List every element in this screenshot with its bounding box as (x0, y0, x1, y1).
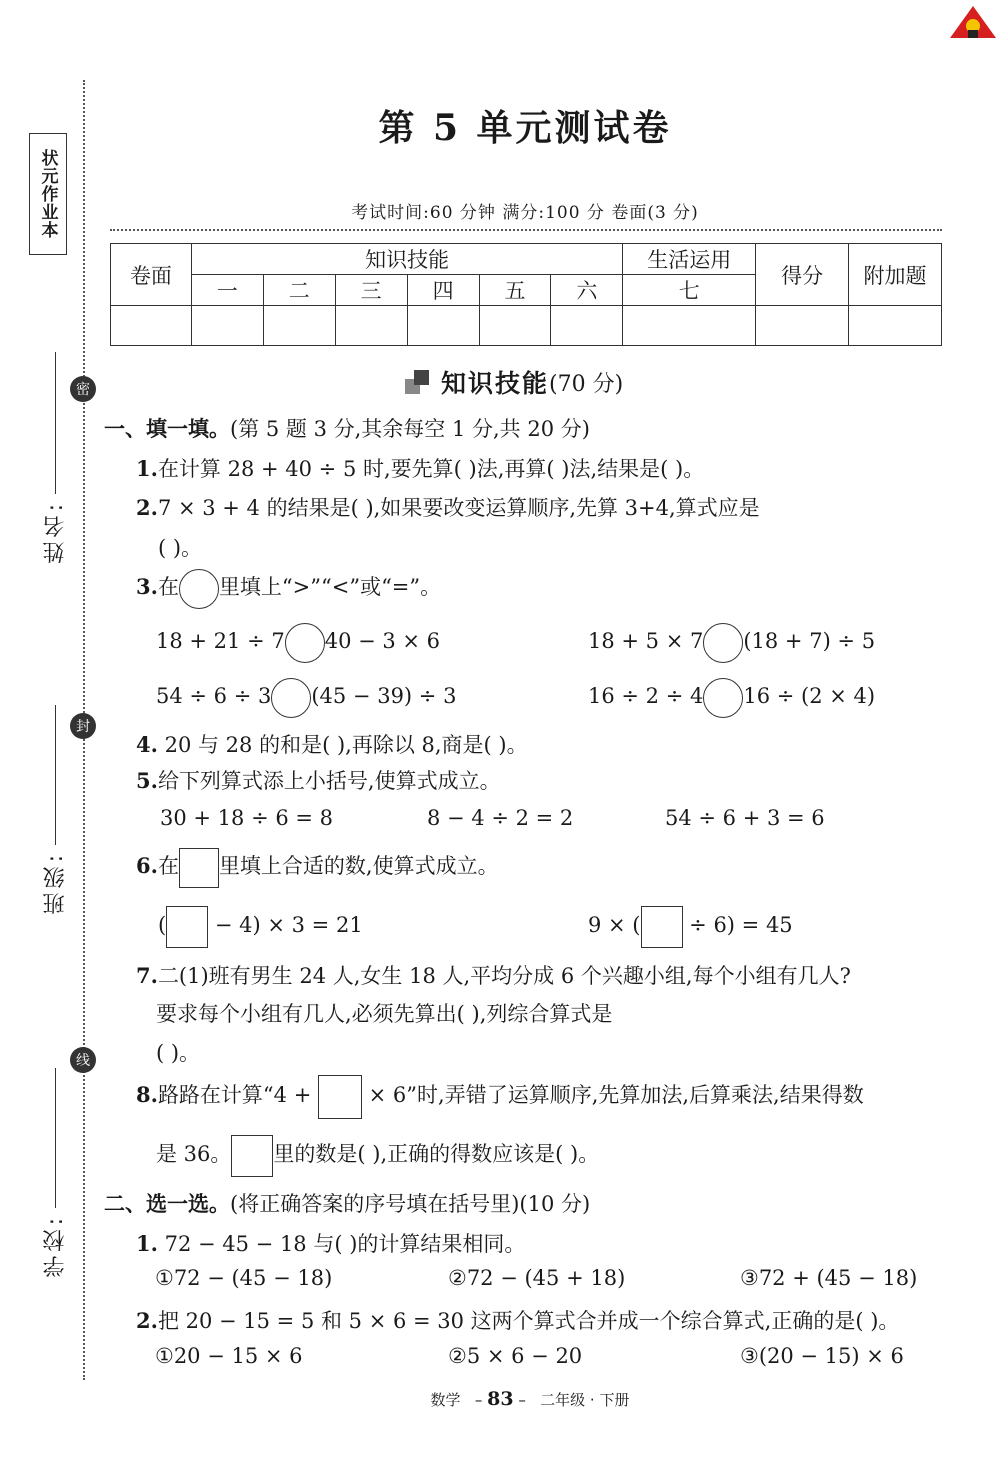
th-col-5: 五 (479, 275, 551, 306)
th-fujia: 附加题 (849, 244, 942, 306)
paren-expr-1: 30 + 18 ÷ 6 = 8 (160, 806, 334, 830)
score-cell[interactable] (335, 306, 407, 346)
q-number: 5. (136, 768, 158, 793)
score-cell[interactable] (756, 306, 849, 346)
section-squares-icon (405, 369, 431, 395)
school-line (55, 1068, 56, 1208)
q-text: 在 (157, 854, 179, 878)
part1-note: (第 5 题 3 分,其余每空 1 分,共 20 分) (230, 417, 590, 441)
score-cell[interactable] (111, 306, 192, 346)
page-number: 83 (487, 1388, 514, 1410)
q-text: 在 (157, 575, 179, 599)
expr: 18 + 21 ÷ 7 (156, 629, 285, 653)
seal-xian: 线 (70, 1047, 96, 1073)
option-1c: ③72 + (45 − 18) (740, 1266, 918, 1290)
section-header (405, 364, 623, 400)
q1-2-cont: ( )。 (158, 536, 203, 560)
score-table (110, 243, 942, 346)
compare-circle[interactable] (285, 623, 325, 663)
q-text: 72 − 45 − 18 与( )的计算结果相同。 (157, 1232, 526, 1256)
part1-title: 一、填一填。 (104, 417, 230, 441)
th-zhishi: 知识技能 (191, 244, 622, 275)
q-text: 20 与 28 的和是( ),再除以 8,商是( )。 (157, 733, 528, 757)
exam-info: 考试时间:60 分钟 满分:100 分 卷面(3 分) (351, 203, 699, 223)
seal-feng: 封 (70, 713, 96, 739)
part2-title: 二、选一选。 (104, 1192, 230, 1216)
fill-expr-1 (158, 904, 363, 948)
q-text: 里填上“>”“<”或“=”。 (218, 575, 442, 599)
q-text: 把 20 − 15 = 5 和 5 × 6 = 30 这两个算式合并成一个综合算式,正确的是( )。 (157, 1309, 900, 1333)
expr: 40 − 3 × 6 (324, 629, 441, 653)
q-number: 2. (136, 495, 158, 520)
compare-circle[interactable] (703, 623, 743, 663)
q-number: 6. (136, 853, 158, 878)
fill-box[interactable] (166, 906, 208, 948)
class-label: 班级: (42, 851, 68, 915)
q1-8-line2 (156, 1133, 599, 1177)
q1-7-line3: ( )。 (156, 1041, 201, 1065)
q-text: 二(1)班有男生 24 人,女生 18 人,平均分成 6 个兴趣小组,每个小组有几人? (157, 964, 851, 988)
part2-note: (将正确答案的序号填在括号里)(10 分) (230, 1192, 591, 1216)
q1-7 (136, 960, 851, 990)
fill-box[interactable] (641, 906, 683, 948)
name-line (55, 352, 56, 494)
th-shenghuo: 生活运用 (623, 244, 756, 275)
th-col-7: 七 (623, 275, 756, 306)
compare-circle[interactable] (703, 678, 743, 718)
score-cell[interactable] (479, 306, 551, 346)
class-line (55, 705, 56, 845)
compare-circle[interactable] (271, 678, 311, 718)
compare-circle[interactable] (179, 569, 219, 609)
paren-expr-2: 8 − 4 ÷ 2 = 2 (427, 806, 574, 830)
brand-label: 状元作业本 (29, 133, 67, 255)
expr: (18 + 7) ÷ 5 (743, 629, 876, 653)
q-number: 2. (136, 1308, 158, 1333)
score-cell[interactable] (191, 306, 263, 346)
fill-box[interactable] (318, 1075, 362, 1119)
fill-box[interactable] (231, 1135, 273, 1177)
expr: − 4) × 3 = 21 (208, 913, 363, 937)
th-col-1: 一 (191, 275, 263, 306)
th-defen: 得分 (756, 244, 849, 306)
compare-row-2b (588, 675, 875, 718)
fill-expr-2 (588, 904, 793, 948)
publisher-logo-icon (946, 4, 1000, 48)
expr: ÷ 6) = 45 (682, 913, 793, 937)
section-title: 知识技能 (441, 369, 550, 398)
school-field[interactable] (24, 1068, 86, 1277)
option-1a: ①72 − (45 − 18) (155, 1266, 333, 1290)
name-field[interactable] (24, 352, 86, 563)
expr: 16 ÷ (2 × 4) (743, 684, 876, 708)
score-cell[interactable] (849, 306, 942, 346)
expr: 16 ÷ 2 ÷ 4 (588, 684, 704, 708)
q1-4 (136, 729, 528, 759)
expr: 18 + 5 × 7 (588, 629, 704, 653)
expr: 54 ÷ 6 ÷ 3 (156, 684, 272, 708)
part1-heading (104, 413, 590, 443)
expr: ( (158, 913, 167, 937)
th-col-3: 三 (335, 275, 407, 306)
q1-3 (136, 566, 441, 609)
q-number: 8. (136, 1082, 158, 1107)
q1-6 (136, 845, 499, 888)
compare-row-1b (588, 620, 875, 663)
q-text: × 6”时,弄错了运算顺序,先算加法,后算乘法,结果得数 (361, 1083, 864, 1107)
q-number: 1. (136, 456, 158, 481)
compare-row-2a (156, 675, 456, 718)
q-text: 是 36。 (156, 1142, 232, 1166)
q-text: 给下列算式添上小括号,使算式成立。 (157, 769, 501, 793)
q-text: 在计算 28 + 40 ÷ 5 时,要先算( )法,再算( )法,结果是( )。 (157, 457, 705, 481)
class-field[interactable] (24, 705, 86, 914)
option-1b: ②72 − (45 + 18) (448, 1266, 626, 1290)
th-col-6: 六 (551, 275, 623, 306)
q-text: 里填上合适的数,使算式成立。 (218, 854, 499, 878)
name-label: 姓名: (42, 500, 68, 564)
paren-expr-3: 54 ÷ 6 + 3 = 6 (665, 806, 825, 830)
part2-heading (104, 1188, 590, 1218)
score-cell[interactable] (263, 306, 335, 346)
q-number: 1. (136, 1231, 158, 1256)
q1-8 (136, 1073, 864, 1119)
q2-1 (136, 1228, 525, 1258)
q1-7-line2: 要求每个小组有几人,必须先算出( ),列综合算式是 (156, 1002, 613, 1026)
q-number: 4. (136, 732, 158, 757)
divider (110, 229, 942, 231)
q-text: 7 × 3 + 4 的结果是( ),如果要改变运算顺序,先算 3+4,算式应是 (157, 496, 760, 520)
th-juanmian: 卷面 (111, 244, 192, 306)
q-text: 里的数是( ),正确的得数应该是( )。 (273, 1142, 600, 1166)
q-number: 7. (136, 963, 158, 988)
option-2b: ②5 × 6 − 20 (448, 1344, 583, 1368)
th-col-2: 二 (263, 275, 335, 306)
option-2a: ①20 − 15 × 6 (155, 1344, 303, 1368)
q-number: 3. (136, 574, 158, 599)
score-entry-row (111, 306, 942, 346)
footer-grade: 二年级 · 下册 (540, 1391, 630, 1409)
page-title: 第 5 单元测试卷 (378, 107, 672, 149)
th-col-4: 四 (407, 275, 479, 306)
school-label: 学校: (42, 1214, 68, 1278)
q-text: 路路在计算“4 + (157, 1083, 318, 1107)
q2-2 (136, 1305, 899, 1335)
q1-1 (136, 453, 704, 483)
option-2c: ③(20 − 15) × 6 (740, 1344, 904, 1368)
seal-mi: 密 (70, 376, 96, 402)
expr: 9 × ( (588, 913, 641, 937)
q1-2 (136, 492, 760, 522)
fill-box[interactable] (179, 848, 219, 888)
expr: (45 − 39) ÷ 3 (311, 684, 457, 708)
section-score: (70 分) (549, 371, 624, 397)
footer-subject: 数学 (430, 1391, 461, 1409)
page-footer: 数学 – 83 – 二年级 · 下册 (430, 1388, 630, 1410)
q1-5 (136, 765, 501, 795)
compare-row-1a (156, 620, 440, 663)
score-cell[interactable] (623, 306, 756, 346)
score-cell[interactable] (407, 306, 479, 346)
score-cell[interactable] (551, 306, 623, 346)
